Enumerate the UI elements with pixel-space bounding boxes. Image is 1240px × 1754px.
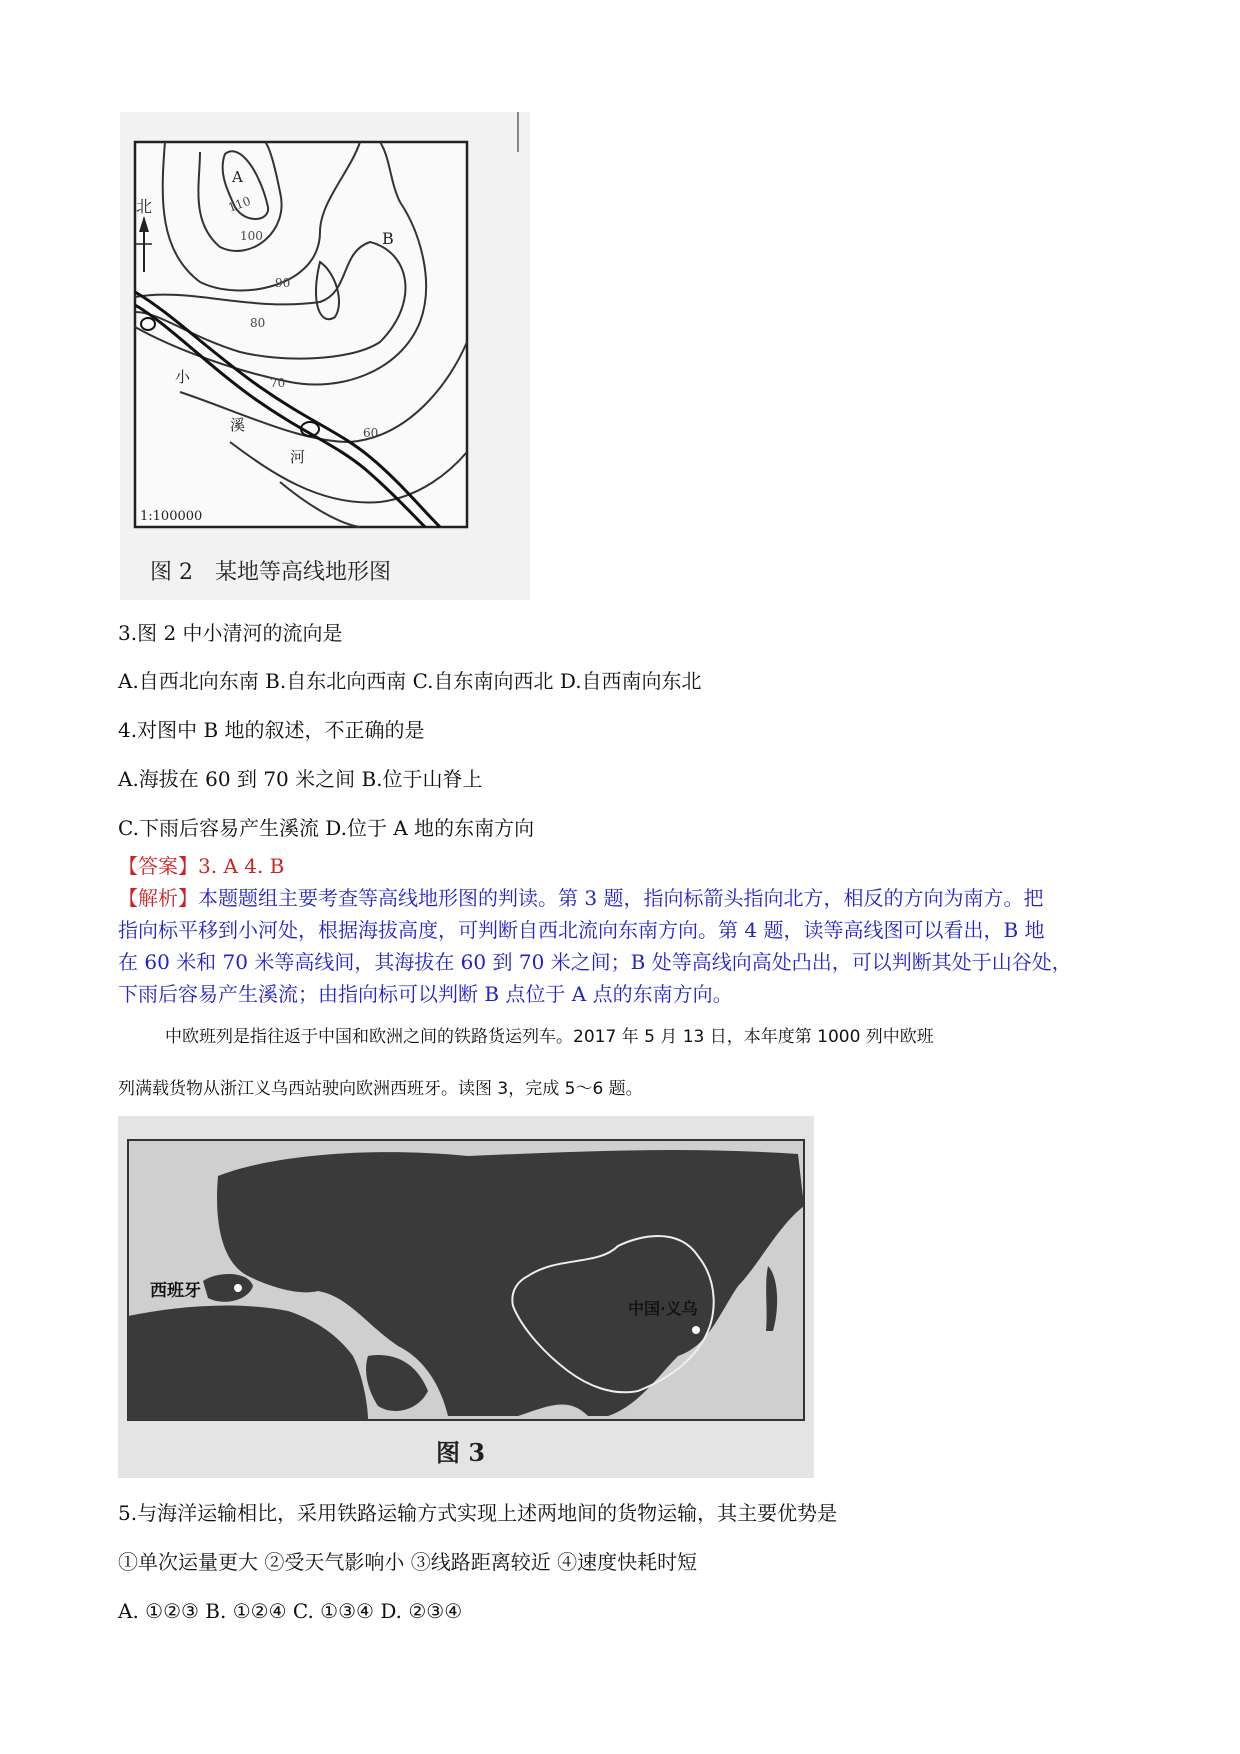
passage-line-2: 列满载货物从浙江义乌西站驶向欧洲西班牙。读图 3，完成 5～6 题。 (118, 1079, 643, 1099)
contour-label-90: 90 (275, 276, 291, 290)
north-label: 北 (136, 197, 153, 216)
answer-text: 3. A 4. B (198, 854, 285, 878)
contour-label-60: 60 (363, 426, 379, 440)
analysis-text-1: 本题题组主要考查等高线地形图的判读。第 3 题，指向标箭头指向北方，相反的方向为南方。把 (198, 886, 1044, 910)
figure-2-contour-map (120, 112, 530, 600)
contour-label-70: 70 (270, 376, 286, 390)
river-char-2: 溪 (230, 416, 246, 434)
map-label-china-yiwu: 中国·义乌 (628, 1299, 698, 1318)
figure-3-map (118, 1116, 814, 1478)
question-5-items: ①单次运量更大 ②受天气影响小 ③线路距离较近 ④速度快耗时短 (118, 1550, 698, 1574)
eurasia-map-svg (118, 1116, 814, 1478)
figure-2-caption: 图 2 某地等高线地形图 (150, 560, 391, 585)
analysis-line-4: 下雨后容易产生溪流；由指向标可以判断 B 点位于 A 点的东南方向。 (118, 982, 733, 1006)
peak-label-a: A (232, 168, 243, 186)
contour-label-80: 80 (250, 316, 266, 330)
question-3-stem: 3.图 2 中小清河的流向是 (118, 621, 343, 645)
question-4-options-line-2: C.下雨后容易产生溪流 D.位于 A 地的东南方向 (118, 816, 535, 840)
analysis-line-3: 在 60 米和 70 米等高线间，其海拔在 60 到 70 米之间；B 处等高线向高处凸出，可以判断其处于山谷处， (118, 950, 1072, 974)
analysis-tag: 【解析】 (118, 886, 198, 910)
river-char-3: 河 (290, 448, 306, 466)
figure-3-caption: 图 3 (436, 1438, 486, 1467)
answer-block (118, 850, 1128, 1010)
answer-line (118, 850, 1128, 882)
answer-tag: 【答案】 (118, 854, 198, 878)
analysis-line-1 (118, 882, 1128, 914)
question-4-stem: 4.对图中 B 地的叙述，不正确的是 (118, 718, 425, 742)
question-3-options: A.自西北向东南 B.自东北向西南 C.自东南向西北 D.自西南向东北 (118, 669, 702, 693)
passage-line-1: 中欧班列是指往返于中国和欧洲之间的铁路货运列车。2017 年 5 月 13 日，本年度第 1000 列中欧班 (165, 1027, 934, 1047)
question-5-stem: 5.与海洋运输相比，采用铁路运输方式实现上述两地间的货物运输，其主要优势是 (118, 1501, 838, 1525)
map-scale: 1:100000 (140, 509, 203, 524)
analysis-line-2: 指向标平移到小河处，根据海拔高度，可判断自西北流向东南方向。第 4 题，读等高线图可以看出，B 地 (118, 918, 1045, 942)
contour-label-110: 110 (226, 193, 253, 215)
question-4-options-line-1: A.海拔在 60 到 70 米之间 B.位于山脊上 (118, 767, 483, 791)
river-char-1: 小 (175, 368, 191, 386)
map-label-spain: 西班牙 (150, 1281, 201, 1301)
contour-label-100: 100 (240, 229, 263, 243)
question-5-options: A. ①②③ B. ①②④ C. ①③④ D. ②③④ (118, 1599, 463, 1623)
contour-map-svg (120, 112, 530, 600)
point-label-b: B (382, 229, 394, 248)
